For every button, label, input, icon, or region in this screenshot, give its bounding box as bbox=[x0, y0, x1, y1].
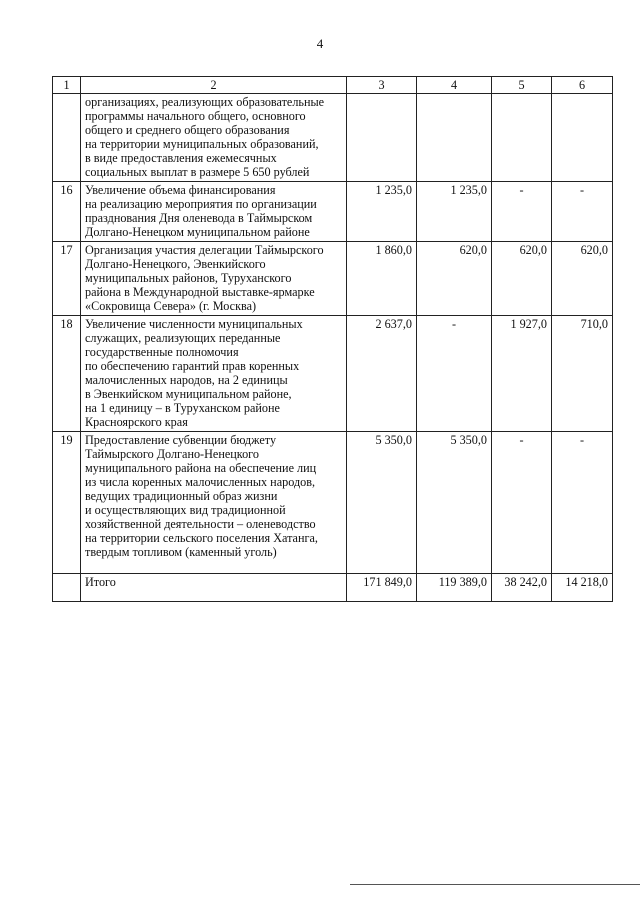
budget-table bbox=[52, 76, 613, 602]
row-value-col6: - bbox=[552, 182, 613, 242]
row-value-col3: 2 637,0 bbox=[347, 316, 417, 432]
row-description: Предоставление субвенции бюджету Таймырского Долгано-Ненецкого муниципального района на обеспечение лиц из числа коренных малочисленных народов, ведущих традиционный образ жизни и осуществляющих вид традиционной хозяйственной деятельности – оленеводство на территории сельского поселения Хатанга, твердым топливом (каменный уголь) bbox=[81, 432, 347, 574]
total-value-col4: 119 389,0 bbox=[417, 574, 492, 602]
total-value-col3: 171 849,0 bbox=[347, 574, 417, 602]
row-value-col3 bbox=[347, 94, 417, 182]
row-description: Увеличение объема финансирования на реализацию мероприятия по организации празднования Дня оленевода в Таймырском Долгано-Ненецком муниципальном районе bbox=[81, 182, 347, 242]
row-value-col3: 5 350,0 bbox=[347, 432, 417, 574]
row-value-col4 bbox=[417, 94, 492, 182]
row-value-col4: 5 350,0 bbox=[417, 432, 492, 574]
table-row bbox=[53, 94, 613, 182]
table-row bbox=[53, 182, 613, 242]
table-row bbox=[53, 242, 613, 316]
row-value-col3: 1 235,0 bbox=[347, 182, 417, 242]
row-value-col6: 620,0 bbox=[552, 242, 613, 316]
row-number: 17 bbox=[53, 242, 81, 316]
row-value-col4: - bbox=[417, 316, 492, 432]
column-header: 5 bbox=[492, 77, 552, 94]
row-description: Увеличение численности муниципальных служащих, реализующих переданные государственные полномочия по обеспечению гарантий прав коренных малочисленных народов, на 2 единицы в Эвенкийском муниципальном районе, на 1 единицу – в Туруханском районе Красноярского края bbox=[81, 316, 347, 432]
table-header-row bbox=[53, 77, 613, 94]
row-value-col5 bbox=[492, 94, 552, 182]
row-value-col5: - bbox=[492, 182, 552, 242]
table-row bbox=[53, 432, 613, 574]
row-value-col5: 620,0 bbox=[492, 242, 552, 316]
row-value-col5: - bbox=[492, 432, 552, 574]
table-row bbox=[53, 316, 613, 432]
column-header: 3 bbox=[347, 77, 417, 94]
row-description: Организация участия делегации Таймырского Долгано-Ненецкого, Эвенкийского муниципальных районов, Туруханского района в Международной выставке-ярмарке «Сокровища Севера» (г. Москва) bbox=[81, 242, 347, 316]
row-value-col4: 620,0 bbox=[417, 242, 492, 316]
row-description: организациях, реализующих образовательные программы начального общего, основного общего и среднего общего образования на территории муниципальных образований, в виде предоставления ежемесячных социальных выплат в размере 5 650 рублей bbox=[81, 94, 347, 182]
row-number: 19 bbox=[53, 432, 81, 574]
bottom-divider bbox=[350, 884, 640, 885]
total-label: Итого bbox=[81, 574, 347, 602]
row-value-col6: - bbox=[552, 432, 613, 574]
table-total-row bbox=[53, 574, 613, 602]
total-value-col5: 38 242,0 bbox=[492, 574, 552, 602]
row-value-col6 bbox=[552, 94, 613, 182]
total-value-col6: 14 218,0 bbox=[552, 574, 613, 602]
row-value-col6: 710,0 bbox=[552, 316, 613, 432]
total-row-number bbox=[53, 574, 81, 602]
page-number: 4 bbox=[316, 36, 324, 51]
row-value-col4: 1 235,0 bbox=[417, 182, 492, 242]
column-header: 6 bbox=[552, 77, 613, 94]
column-header: 4 bbox=[417, 77, 492, 94]
row-number bbox=[53, 94, 81, 182]
row-value-col3: 1 860,0 bbox=[347, 242, 417, 316]
row-value-col5: 1 927,0 bbox=[492, 316, 552, 432]
row-number: 18 bbox=[53, 316, 81, 432]
column-header: 2 bbox=[81, 77, 347, 94]
column-header: 1 bbox=[53, 77, 81, 94]
row-number: 16 bbox=[53, 182, 81, 242]
